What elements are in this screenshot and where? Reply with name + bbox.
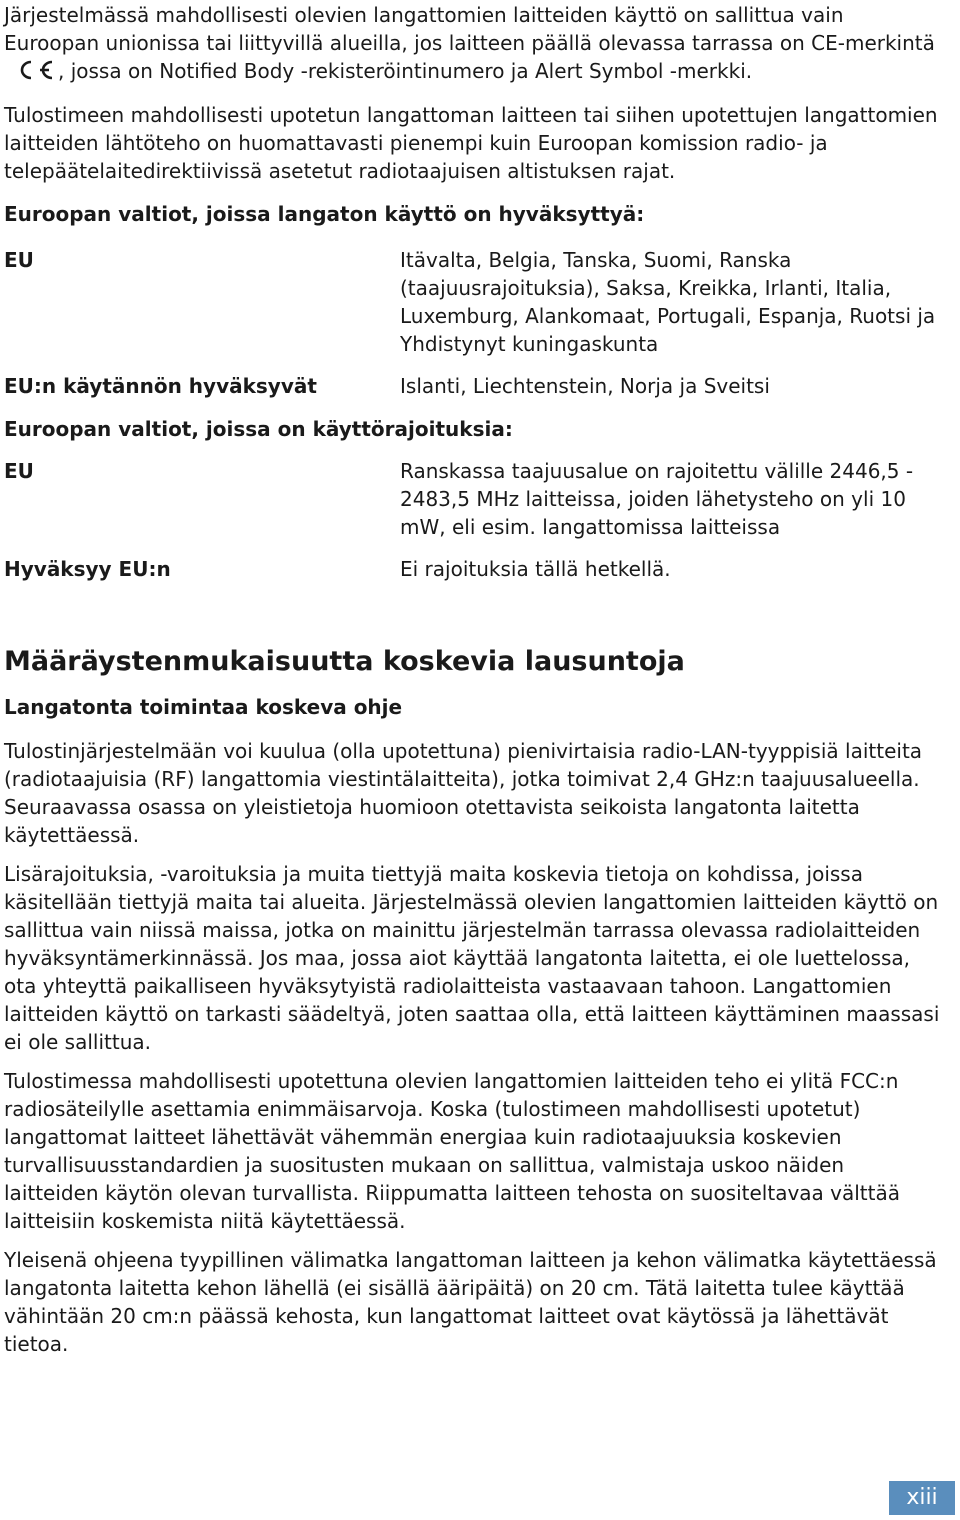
intro-paragraph-1 [4,0,944,85]
intro-text-before-mark: Järjestelmässä mahdollisesti olevien langattomien laitteiden käyttö on sallittua vain Euroopan unionissa tai liittyvillä alueilla, jos laitteen päällä olevassa tarrassa on CE-merkintä [4,3,935,55]
restricted-countries-heading: Euroopan valtiot, joissa on käyttörajoituksia: [4,417,513,441]
restricted-row-value: Ranskassa taajuusalue on rajoitettu välille 2446,5 - 2483,5 MHz laitteissa, joiden lähetysteho on yli 10 mW, eli esim. langattomissa laitteissa [400,459,914,539]
document-page [4,0,944,1358]
body-paragraph: Yleisenä ohjeena tyypillinen välimatka langattoman laitteen ja kehon välimatka käytettäessä langatonta laitetta kehon lähellä (ei sisällä ääripäitä) on 20 cm. Tätä laitetta tulee käyttää vähintään 20 cm:n päässä kehosta, kun langattomat laitteet ovat käytössä ja lähettävät tietoa. [4,1248,937,1356]
approved-countries-heading: Euroopan valtiot, joissa langaton käyttö on hyväksyttyä: [4,202,645,226]
approved-row-label: EU [4,248,34,272]
section-title: Määräystenmukaisuutta koskevia lausuntoja [4,646,685,677]
body-paragraph: Tulostinjärjestelmään voi kuulua (olla upotettuna) pienivirtaisia radio-LAN-tyyppisiä laitteita (radiotaajuisia (RF) langattomia viestintälaitteita), jotka toimivat 2,4 GHz:n taajuusalueella. Seuraavassa osassa on yleistietoja huomioon otettavista seikoista langatonta laitetta käytettäessä. [4,739,923,847]
restricted-row-value: Ei rajoituksia tällä hetkellä. [400,557,671,581]
approved-row-label: EU:n käytännön hyväksyvät [4,374,317,398]
page-number-badge: xiii [889,1481,955,1515]
ce-mark-icon [14,59,56,81]
approved-row-value: Islanti, Liechtenstein, Norja ja Sveitsi [400,374,770,398]
intro-paragraph-2: Tulostimeen mahdollisesti upotetun langattoman laitteen tai siihen upotettujen langattomien laitteiden lähtöteho on huomattavasti pienempi kuin Euroopan komission radio- ja telepäätelaitedirektiivissä asetetut radiotaajuisen altistuksen rajat. [4,103,938,183]
section-subtitle: Langatonta toimintaa koskeva ohje [4,695,403,719]
restricted-countries-table [4,457,944,583]
body-paragraph: Lisärajoituksia, -varoituksia ja muita tiettyjä maita koskevia tietoja on kohdissa, joissa käsitellään tiettyjä maita tai alueita. Järjestelmässä olevien langattomien laitteiden käyttö on sallittua vain niissä maissa, jotka on mainittu järjestelmän tarrassa olevassa radiolaitteiden hyväksyntämerkinnässä. Jos maa, jossa aiot käyttää langatonta laitetta, ei ole luettelossa, ota yhteyttä paikalliseen hyväksytyistä radiolaitteista vastaavaan tahoon. Langattomien laitteiden käyttö on tarkasti säädeltyä, joten saattaa olla, että laitteen käyttäminen maassasi ei ole sallittua. [4,862,940,1054]
body-paragraph: Tulostimessa mahdollisesti upotettuna olevien langattomien laitteiden teho ei ylitä FCC:n radiosäteilylle asettamia enimmäisarvoja. Koska (tulostimeen mahdollisesti upotetut) langattomat laitteet lähettävät vähemmän energiaa kuin radiotaajuuksia koskevien turvallisuusstandardien ja suositusten mukaan on sallittua, valmistaja uskoo näiden laitteiden käytön olevan turvallista. Riippumatta laitteen tehosta on suositeltavaa välttää laitteisiin koskemista niitä käytettäessä. [4,1069,901,1233]
restricted-row-label: Hyväksyy EU:n [4,557,171,581]
restricted-row-label: EU [4,459,34,483]
approved-countries-table [4,246,944,400]
approved-row-value: Itävalta, Belgia, Tanska, Suomi, Ranska (taajuusrajoituksia), Saksa, Kreikka, Irlanti, Italia, Luxemburg, Alankomaat, Portugali, Espanja, Ruotsi ja Yhdistynyt kuningaskunta [400,248,936,356]
intro-text-after-mark: , jossa on Notified Body -rekisteröintinumero ja Alert Symbol -merkki. [58,59,753,83]
